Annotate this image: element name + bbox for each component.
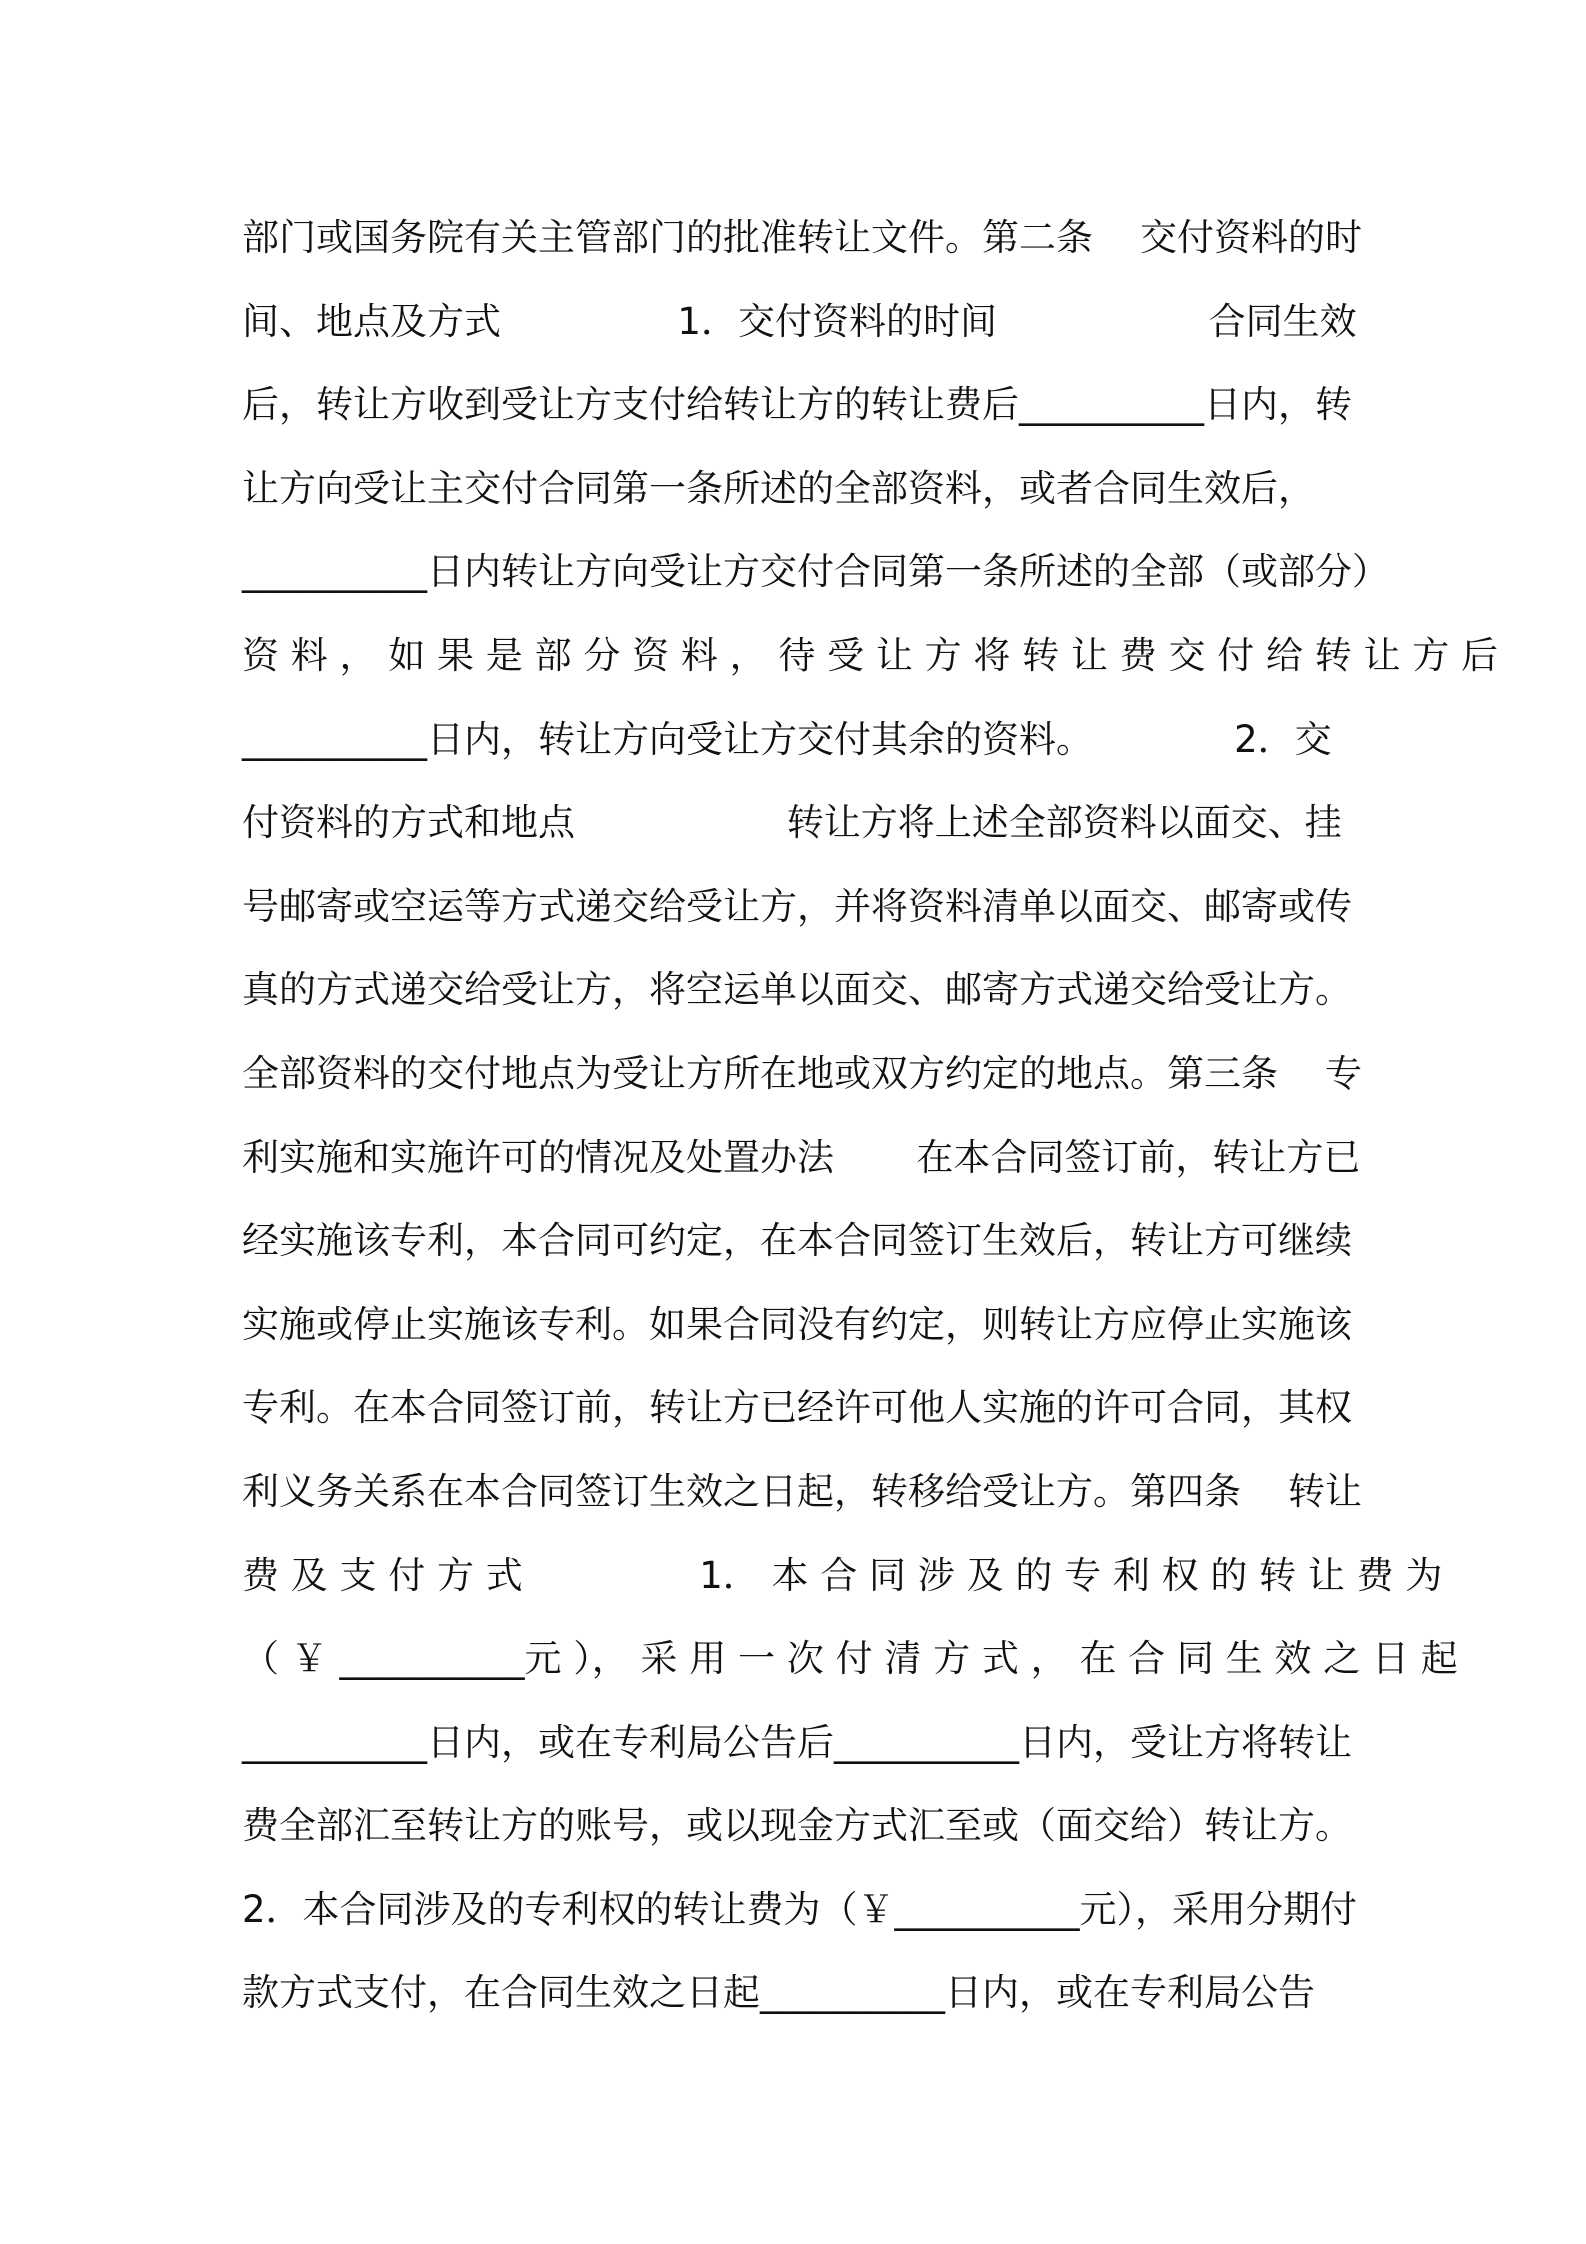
text-line: __________日内转让方向受让方交付合同第一条所述的全部（或部分） (242, 550, 1389, 594)
text-line: 真的方式递交给受让方，将空运单以面交、邮寄方式递交给受让方。 (242, 968, 1352, 1012)
text-line: 付资料的方式和地点 转让方将上述全部资料以面交、挂 (242, 801, 1342, 845)
text-line: 号邮寄或空运等方式递交给受让方，并将资料清单以面交、邮寄或传 (242, 884, 1352, 928)
text-line: 费 及 支 付 方 式 1． 本 合 同 涉 及 的 专 利 权 的 转 让 费 为 (242, 1553, 1443, 1597)
text-line: 让方向受让主交付合同第一条所述的全部资料，或者合同生效后， (242, 466, 1315, 510)
text-line: 利义务关系在本合同签订生效之日起，转移给受让方。第四条 转让 (242, 1469, 1363, 1513)
text-line: __________日内，或在专利局公告后__________日内，受让方将转让 (242, 1720, 1352, 1764)
text-line: 经实施该专利，本合同可约定，在本合同签订生效后，转让方可继续 (242, 1219, 1352, 1263)
text-line: 实施或停止实施该专利。如果合同没有约定，则转让方应停止实施该 (242, 1302, 1352, 1346)
text-line: 2．本合同涉及的专利权的转让费为（￥__________元），采用分期付 (242, 1887, 1358, 1931)
text-line: 费全部汇至转让方的账号，或以现金方式汇至或（面交给）转让方。 (242, 1804, 1352, 1848)
text-line: 间、地点及方式 1．交付资料的时间 合同生效 (242, 299, 1357, 343)
contract-text-body (242, 196, 1499, 2035)
text-line: 专利。在本合同签订前，转让方已经许可他人实施的许可合同，其权 (242, 1386, 1352, 1430)
text-line: （ ￥ __________元 ）， 采 用 一 次 付 清 方 式 ， 在 合 同 生 效 之 日 起 (242, 1637, 1458, 1681)
text-line: 部门或国务院有关主管部门的批准转让文件。第二条 交付资料的时 (242, 216, 1363, 259)
text-line: 资 料 ， 如 果 是 部 分 资 料 ， 待 受 让 方 将 转 让 费 交 付 给 转 让 方 后 (242, 633, 1499, 677)
text-line: 款方式支付，在合同生效之日起__________日内，或在专利局公告 (242, 1971, 1315, 2015)
text-line: 后，转让方收到受让方支付给转让方的转让费后__________日内，转 (242, 383, 1352, 427)
text-line: 利实施和实施许可的情况及处置办法 在本合同签订前，转让方已 (242, 1135, 1361, 1179)
text-line: __________日内，转让方向受让方交付其余的资料。 2．交 (242, 717, 1332, 761)
text-line: 全部资料的交付地点为受让方所在地或双方约定的地点。第三条 专 (242, 1051, 1363, 1095)
